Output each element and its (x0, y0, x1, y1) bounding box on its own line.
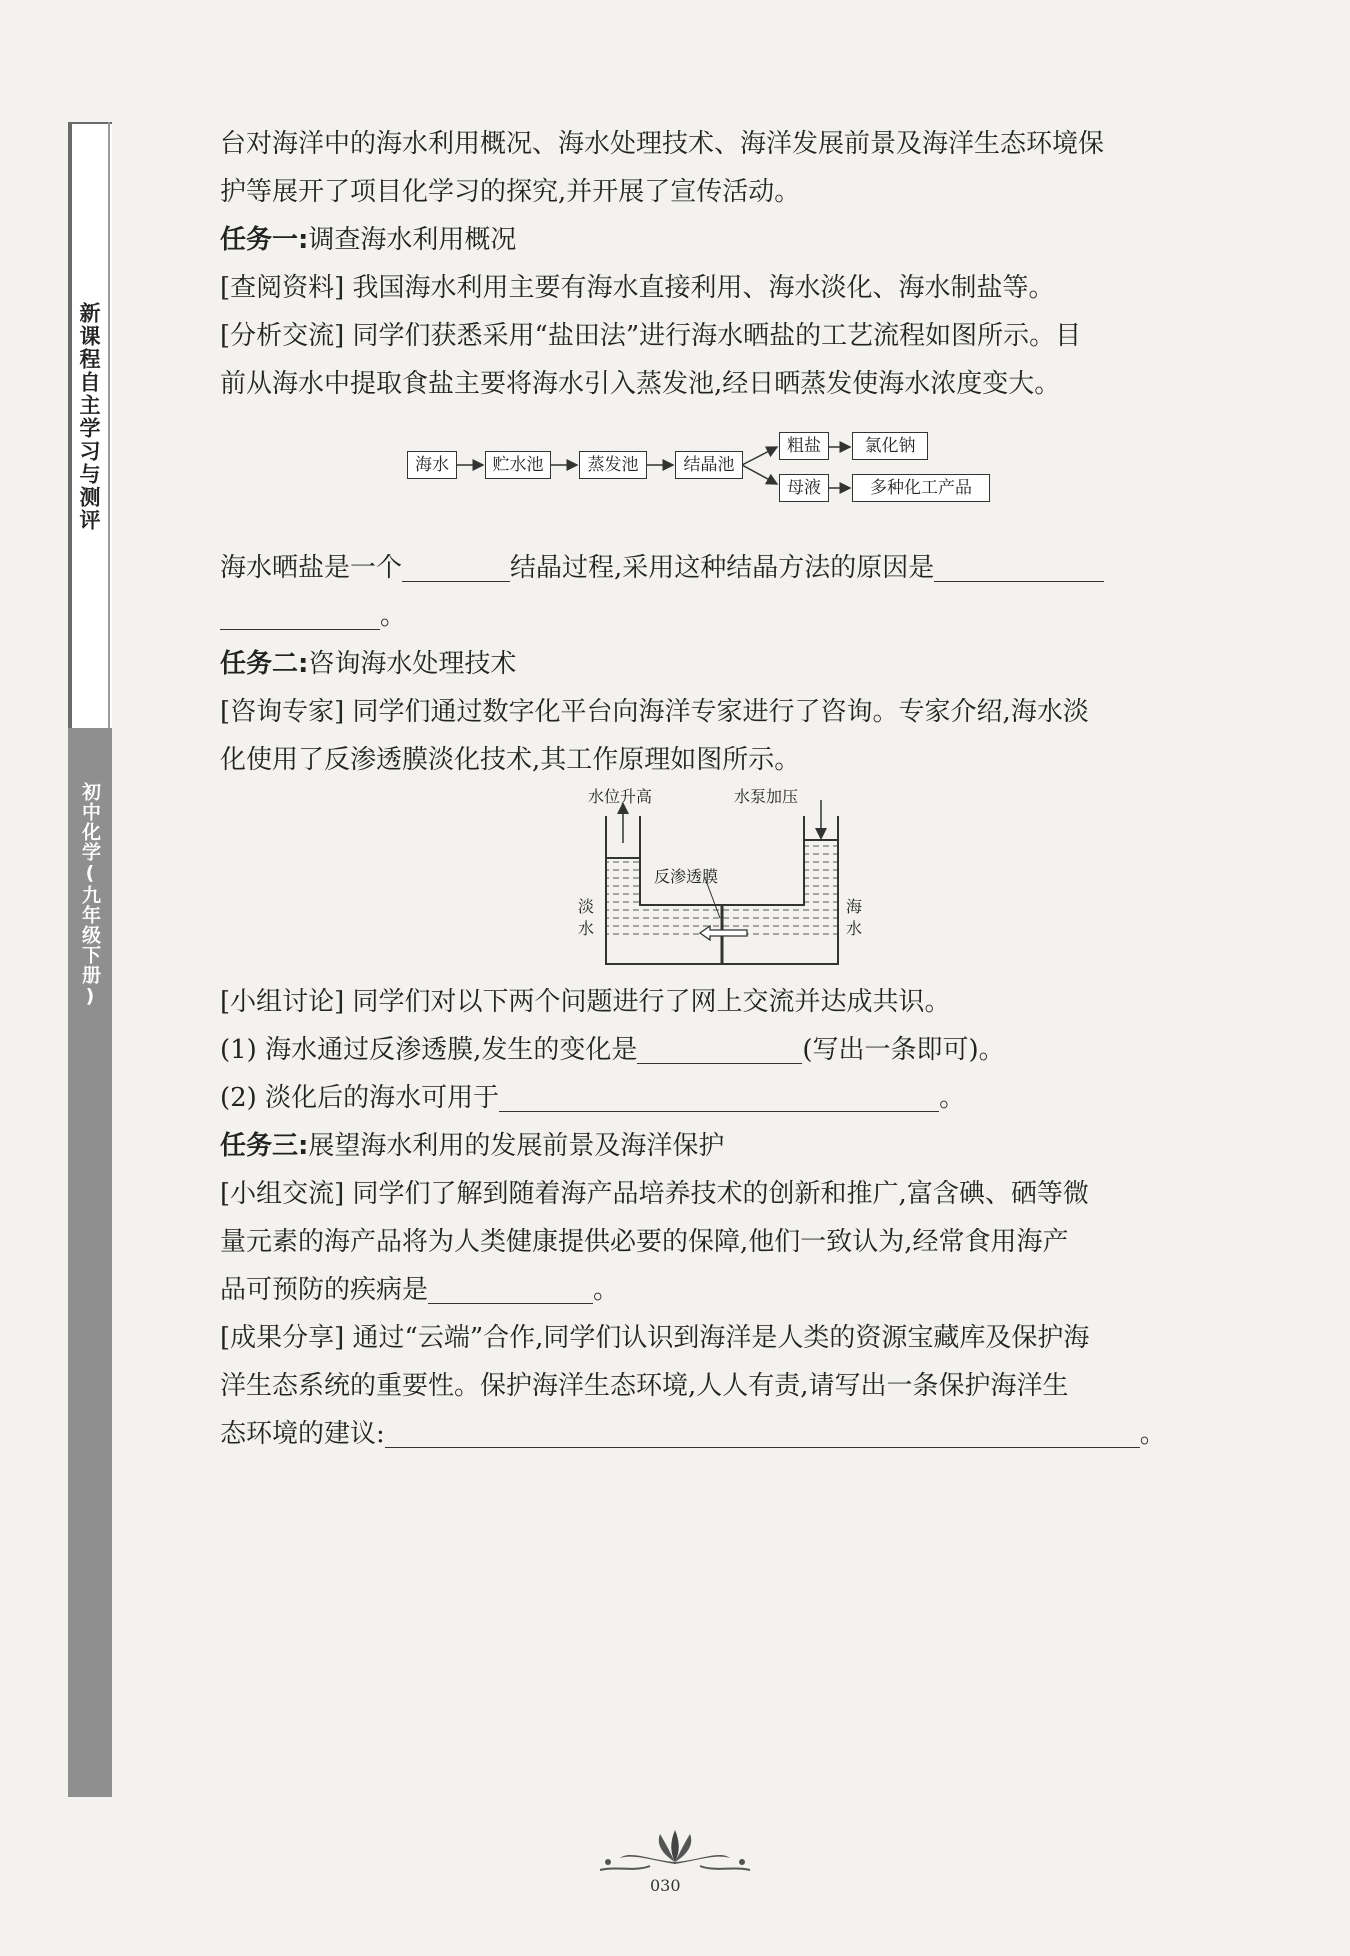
answer-blank[interactable] (934, 551, 1104, 582)
task-1-analysis-1: [分析交流] 同学们获悉采用“盐田法”进行海水晒盐的工艺流程如图所示。目 (220, 321, 1082, 351)
side-tab (68, 122, 112, 1797)
answer-blank[interactable] (220, 599, 380, 630)
subject-label: 初中化学(九年级下册) (79, 782, 101, 1008)
answer-blank[interactable] (499, 1081, 939, 1112)
answer-blank[interactable] (402, 551, 510, 582)
task-2-expert-1: [咨询专家] 同学们通过数字化平台向海洋专家进行了咨询。专家介绍,海水淡 (220, 697, 1089, 727)
flow-storage-pond: 贮水池 (485, 451, 551, 479)
reverse-osmosis-diagram (572, 778, 863, 973)
task-3-heading: 任务三:展望海水利用的发展前景及海洋保护 (220, 1131, 725, 1161)
answer-blank[interactable] (385, 1417, 1140, 1448)
task-2-heading: 任务二:咨询海水处理技术 (220, 649, 517, 679)
task-3-share-1: [成果分享] 通过“云端”合作,同学们认识到海洋是人类的资源宝藏库及保护海 (220, 1323, 1090, 1353)
page-number: 030 (650, 1876, 681, 1895)
flow-chemical-products: 多种化工产品 (852, 474, 990, 502)
flow-evaporation-pond: 蒸发池 (579, 451, 647, 479)
book-title: 新课程自主学习与测评 (77, 302, 101, 532)
label-sea-water: 海水 (846, 897, 863, 938)
task-3-exchange-2: 量元素的海产品将为人类健康提供必要的保障,他们一致认为,经常食用海产 (220, 1227, 1069, 1257)
label-membrane: 反渗透膜 (654, 867, 719, 886)
answer-blank[interactable] (637, 1033, 802, 1064)
task-1-resource: [查阅资料] 我国海水利用主要有海水直接利用、海水淡化、海水制盐等。 (220, 273, 1055, 303)
task-3-share-3: 态环境的建议: 。 (220, 1419, 1166, 1449)
intro-line-2: 护等展开了项目化学习的探究,并开展了宣传活动。 (220, 177, 801, 207)
task-1-heading: 任务一:调查海水利用概况 (220, 225, 517, 255)
task-2-discussion: [小组讨论] 同学们对以下两个问题进行了网上交流并达成共识。 (220, 987, 951, 1017)
label-pump-pressure: 水泵加压 (734, 787, 799, 806)
task-3-exchange-1: [小组交流] 同学们了解到随着海产品培养技术的创新和推广,富含碘、硒等微 (220, 1179, 1089, 1209)
flow-seawater: 海水 (407, 451, 457, 479)
task-3-exchange-3: 品可预防的疾病是 。 (220, 1275, 620, 1305)
flow-sodium-chloride: 氯化钠 (852, 432, 928, 460)
task-2-q1: (1) 海水通过反渗透膜,发生的变化是 (写出一条即可)。 (220, 1035, 1005, 1065)
label-fresh-water: 淡水 (578, 897, 595, 938)
flow-mother-liquor: 母液 (779, 474, 829, 502)
task-1-question: 海水晒盐是一个 结晶过程,采用这种结晶方法的原因是 (220, 544, 1180, 592)
task-1-analysis-2: 前从海水中提取食盐主要将海水引入蒸发池,经日晒蒸发使海水浓度变大。 (220, 369, 1061, 399)
flow-crude-salt: 粗盐 (779, 432, 829, 460)
answer-blank[interactable] (428, 1273, 593, 1304)
footer-ornament-icon (590, 1820, 760, 1880)
intro-line-1: 台对海洋中的海水利用概况、海水处理技术、海洋发展前景及海洋生态环境保 (220, 129, 1105, 159)
label-water-level-rise: 水位升高 (588, 787, 653, 806)
task-2-expert-2: 化使用了反渗透膜淡化技术,其工作原理如图所示。 (220, 745, 801, 775)
task-1-question-cont: 。 (220, 592, 1180, 640)
task-2-q2: (2) 淡化后的海水可用于 。 (220, 1083, 966, 1113)
flow-crystallization-pond: 结晶池 (675, 451, 743, 479)
task-3-share-2: 洋生态系统的重要性。保护海洋生态环境,人人有责,请写出一条保护海洋生 (220, 1371, 1069, 1401)
salt-flow-diagram (405, 432, 1005, 510)
